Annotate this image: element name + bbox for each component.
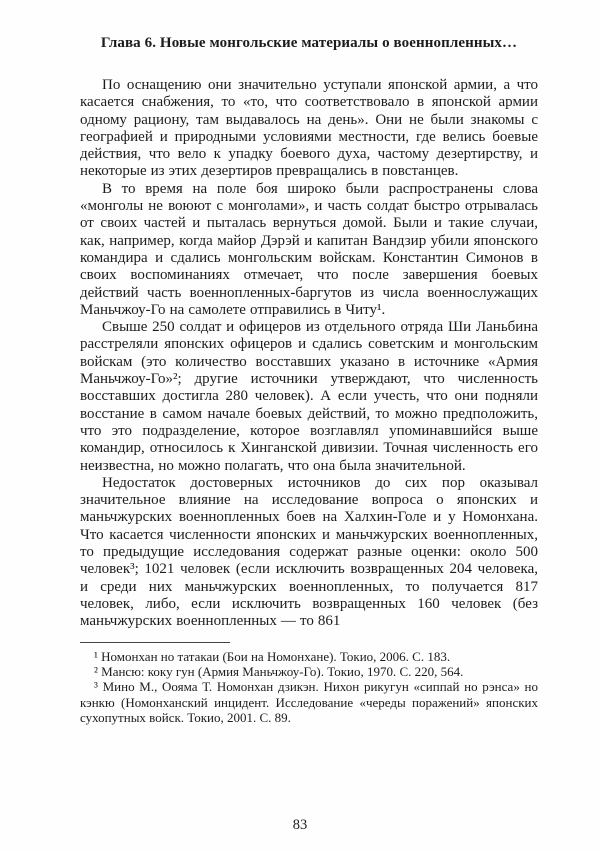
- body-paragraph-4: Недостаток достоверных источников до сих пор оказывал значительное влияние на исследование вопроса о японских и маньчжурских военнопленных боев на Халхин-Голе и у Номонхана. Что касается численности японских и маньчжурских военнопленных, то предыдущие исследования содержат разные оценки: около 500 человек³; 1021 человек (если исключить возвращенных 204 человека, и среди них маньчжурских военнопленных, то получается 817 человек, либо, если исключить возвращенных 160 человек (без маньчжурских военнопленных — то 861: [80, 474, 538, 630]
- body-text: [80, 77, 538, 631]
- running-head-chapter-title: Глава 6. Новые монгольские материалы о военнопленных…: [100, 35, 518, 51]
- footnote-item-2: ² Мансю: коку гун (Армия Маньчжоу-Го). Токио, 1970. С. 220, 564.: [94, 663, 464, 679]
- page-number: 83: [292, 817, 308, 833]
- body-paragraph-3: Свыше 250 солдат и офицеров из отдельного отряда Ши Ланьбина расстреляли японских офицеров и сдались советским и монгольским войскам (это количество восставших указано в источнике «Армия Маньчжоу-Го»²; другие источники утверждают, что численность восставших достигла 280 человек). А если учесть, что они подняли восстание в самом начале боевых действий, то можно предположить, что это подразделение, которое возглавлял упоминавшийся выше командир, относилось к Хинганской дивизии. Точная численность его неизвестна, но можно полагать, что она была значительной.: [80, 319, 538, 474]
- footnote-item-3: ³ Мино М., Оояма Т. Номонхан дзикэн. Нихон рикугун «сиппай но рэнса» но кэнкю (Номонханский инцидент. Исследование «череды поражений» японских сухопутных войск. Токио, 2001. С. 89.: [80, 679, 538, 726]
- body-paragraph-1: По оснащению они значительно уступали японской армии, а что касается снабжения, то «то, что соответствовало в японской армии одному рациону, там выдавалось на день». Они не были знакомы с географией и природными условиями местности, где велись боевые действия, что вело к упадку боевого духа, частому дезертирству, и некоторые из этих дезертиров превращались в повстанцев.: [80, 77, 538, 180]
- footnote-item-1: ¹ Номонхан но татакаи (Бои на Номонхане). Токио, 2006. С. 183.: [94, 648, 451, 664]
- footnote-separator: [80, 642, 230, 643]
- body-paragraph-2: В то время на поле боя широко были распространены слова «монголы не воюют с монголами», и часть солдат быстро отрывалась от своих частей и пыталась вернуться домой. Были и такие случаи, как, например, когда майор Дэрэй и капитан Вандзир убили японского командира и сдались монгольским войскам. Константин Симонов в своих воспоминаниях отмечает, что после завершения боевых действий часть военнопленных-баргутов из числа военнослужащих Маньчжоу-Го на самолете отправились в Читу¹.: [80, 180, 538, 318]
- footnotes-block: [80, 649, 538, 726]
